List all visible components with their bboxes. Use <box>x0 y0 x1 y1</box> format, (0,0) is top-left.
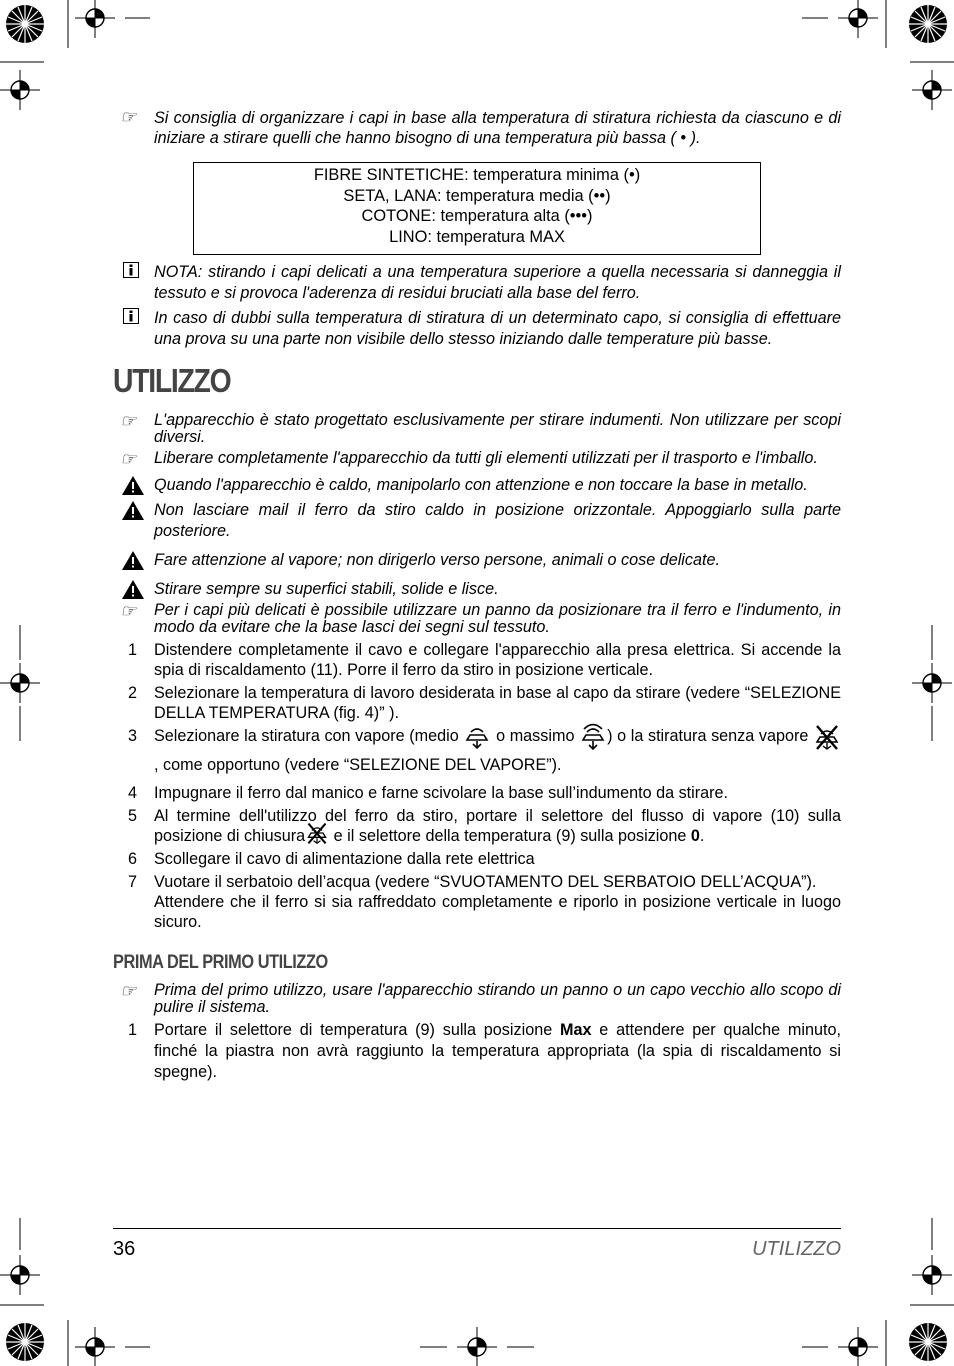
tip-item <box>113 982 841 1016</box>
step-item: 7 Vuotare il serbatoio dell’acqua (vedere “SVUOTAMENTO DEL SERBATOIO DELL’ACQUA”). Attendere che il ferro si sia raffreddato completamente e riporlo in posizione verticale in luogo sicuro. <box>128 872 841 931</box>
step-text: Selezionare la stiratura con vapore (medio o massimo ) o la stiratura senza vapore , come opportuno (vedere “SELEZIONE DEL VAPORE”). <box>154 722 841 779</box>
step-text: Al termine dell'utilizzo del ferro da stiro, portare il selettore del flusso di vapore (10) sulla posizione di chiusura e il selettore della temperatura (9) sulla posizione 0. <box>154 806 841 845</box>
warning-text: Stirare sempre su superfici stabili, solide e lisce. <box>154 580 499 598</box>
step-text: Selezionare la temperatura di lavoro desiderata in base al capo da stirare (vedere “SELEZIONE DELLA TEMPERATURA (fig. 4)” ). <box>154 684 841 722</box>
step-item: 4 Impugnare il ferro dal manico e farne scivolare la base sull’indumento da stirare. <box>113 783 841 803</box>
note-text: In caso di dubbi sulla temperatura di stiratura di un determinato capo, si consiglia di effettuare una prova su una parte non visibile dello stesso iniziando dalle temperature più basse. <box>154 309 841 348</box>
info-icon <box>123 308 139 324</box>
pointing-hand-icon: ☞ <box>120 107 137 127</box>
tip-text: Per i capi più delicati è possibile utilizzare un panno da posizionare tra il ferro e l'indumento, in modo da evitare che la base lasci dei segni sul tessuto. <box>154 601 841 636</box>
note-item <box>113 308 841 350</box>
step-item: 1 Distendere completamente il cavo e collegare l'apparecchio alla presa elettrica. Si accende la spia di riscaldamento (11). Porre il ferro da stiro in posizione verticale. <box>128 641 841 679</box>
tip-item <box>113 602 841 636</box>
warning-item <box>113 475 841 496</box>
warning-triangle-icon <box>122 501 144 520</box>
steam-medium-icon <box>463 724 491 750</box>
step-item: 1 Portare il selettore di temperatura (9) sulla posizione Max e attendere per qualche minuto, finché la piastra non avrà raggiunto la temperatura appropriata (la spia di riscaldamento si spegne). <box>128 1020 842 1081</box>
no-steam-icon <box>305 821 329 845</box>
note-item <box>113 262 841 304</box>
step-text: Distendere completamente il cavo e collegare l'apparecchio alla presa elettrica. Si accende la spia di riscaldamento (11). Porre il ferro da stiro in posizione verticale. <box>154 641 841 679</box>
pointing-hand-icon: ☞ <box>120 980 137 1001</box>
step-item: 3 Selezionare la stiratura con vapore (medio o massimo ) o la stiratura senza vapore , come opportuno (vedere “SELEZIONE DEL VAPORE”). <box>113 726 841 779</box>
warning-item <box>113 550 841 571</box>
page-content <box>113 108 841 1083</box>
warning-text: Fare attenzione al vapore; non dirigerlo verso persone, animali o cose delicate. <box>154 551 720 569</box>
step-text: Vuotare il serbatoio dell’acqua (vedere “SVUOTAMENTO DEL SERBATOIO DELL’ACQUA”). Attendere che il ferro si sia raffreddato completamente e riporlo in posizione verticale in luogo sicuro. <box>154 872 841 931</box>
step-text: Scollegare il cavo di alimentazione dalla rete elettrica <box>154 849 535 868</box>
warning-item <box>113 579 841 600</box>
steam-max-icon <box>579 723 607 751</box>
warning-triangle-icon <box>122 551 144 570</box>
tip-item <box>113 450 841 467</box>
table-row: LINO: temperatura MAX <box>389 227 565 246</box>
page-number: 36 <box>113 1238 136 1260</box>
tip-text: Prima del primo utilizzo, usare l'apparecchio stirando un panno o un capo vecchio allo scopo di pulire il sistema. <box>154 980 841 1016</box>
step-item: 6 Scollegare il cavo di alimentazione dalla rete elettrica <box>113 849 841 869</box>
tip-text: L'apparecchio è stato progettato esclusivamente per stirare indumenti. Non utilizzare per scopi diversi. <box>154 411 841 446</box>
temperature-table <box>193 162 761 255</box>
warning-text: Quando l'apparecchio è caldo, manipolarlo con attenzione e non toccare la base in metallo. <box>154 476 808 494</box>
note-text: NOTA: stirando i capi delicati a una temperatura superiore a quella necessaria si danneggia il tessuto e si provoca l'aderenza di residui bruciati alla base del ferro. <box>154 263 841 302</box>
footer-divider <box>113 1228 841 1229</box>
pointing-hand-icon: ☞ <box>120 449 137 469</box>
tip-text: Liberare completamente l'apparecchio da tutti gli elementi utilizzati per il trasporto e l'imballo. <box>154 449 818 467</box>
subsection-title: PRIMA DEL PRIMO UTILIZZO <box>113 951 328 973</box>
warning-item <box>113 500 841 542</box>
info-icon <box>123 262 139 278</box>
footer-section-title: UTILIZZO <box>752 1238 841 1260</box>
step-item: 2 Selezionare la temperatura di lavoro desiderata in base al capo da stirare (vedere “SELEZIONE DELLA TEMPERATURA (fig. 4)” ). <box>128 684 841 722</box>
table-row: COTONE: temperatura alta (•••) <box>361 207 593 225</box>
step-text: Impugnare il ferro dal manico e farne scivolare la base sull’indumento da stirare. <box>154 783 729 802</box>
step-text: Portare il selettore di temperatura (9) sulla posizione Max e attendere per qualche minuto, finché la piastra non avrà raggiunto la temperatura appropriata (la spia di riscaldamento si spegne). <box>154 1020 842 1081</box>
step-item: 5 Al termine dell'utilizzo del ferro da stiro, portare il selettore del flusso di vapore (10) sulla posizione di chiusura e il selettore della temperatura (9) sulla posizione 0. <box>128 806 841 845</box>
warning-triangle-icon <box>122 580 144 599</box>
tip-item <box>113 108 841 148</box>
no-steam-icon <box>813 723 841 751</box>
section-title: UTILIZZO <box>113 362 231 399</box>
tip-item <box>113 412 841 446</box>
pointing-hand-icon: ☞ <box>120 411 137 431</box>
warning-text: Non lasciare mail il ferro da stiro caldo in posizione orizzontale. Appoggiarlo sulla parte posteriore. <box>154 501 841 540</box>
tip-text: Si consiglia di organizzare i capi in base alla temperatura di stiratura richiesta da ciascuno e di iniziare a stirare quelli che hanno bisogno di una temperatura più bassa ( • ). <box>154 109 841 147</box>
warning-triangle-icon <box>122 476 144 495</box>
pointing-hand-icon: ☞ <box>120 601 137 621</box>
table-row: FIBRE SINTETICHE: temperatura minima (•) <box>313 166 641 184</box>
table-row: SETA, LANA: temperatura media (••) <box>343 186 611 205</box>
